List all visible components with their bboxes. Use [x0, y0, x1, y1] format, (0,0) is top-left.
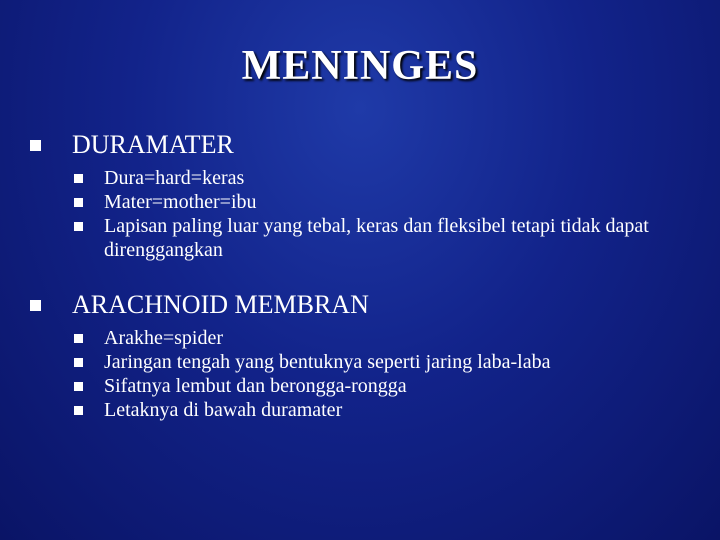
square-bullet-icon [30, 300, 41, 311]
sub-list [30, 326, 690, 422]
list-item-text: Letaknya di bawah duramater [104, 399, 343, 421]
square-bullet-icon [74, 382, 83, 391]
square-bullet-icon [74, 222, 83, 231]
sub-list [30, 166, 690, 262]
square-bullet-icon [74, 198, 83, 207]
square-bullet-icon [74, 406, 83, 415]
list-item-text: Lapisan paling luar yang tebal, keras dan fleksibel tetapi tidak dapat direnggangkan [104, 215, 649, 261]
list-item-text: Sifatnya lembut dan berongga-rongga [104, 375, 407, 397]
section-heading [30, 288, 690, 322]
list-item-text: Jaringan tengah yang bentuknya seperti jaring laba-laba [104, 351, 551, 373]
list-item [74, 398, 690, 422]
section-heading-text: DURAMATER [72, 130, 234, 159]
list-item [74, 326, 690, 350]
square-bullet-icon [74, 174, 83, 183]
list-item-text: Dura=hard=keras [104, 167, 245, 189]
slide-content [30, 128, 690, 422]
slide-title: MENINGES [241, 43, 479, 89]
square-bullet-icon [74, 358, 83, 367]
list-item [74, 350, 690, 374]
section-arachnoid [30, 288, 690, 422]
square-bullet-icon [74, 334, 83, 343]
list-item [74, 166, 690, 190]
square-bullet-icon [30, 140, 41, 151]
list-item-text: Mater=mother=ibu [104, 191, 257, 213]
list-item [74, 214, 690, 262]
list-item [74, 190, 690, 214]
section-duramater [30, 128, 690, 262]
section-heading-text: ARACHNOID MEMBRAN [72, 290, 369, 319]
list-item [74, 374, 690, 398]
list-item-text: Arakhe=spider [104, 327, 224, 349]
section-heading [30, 128, 690, 162]
